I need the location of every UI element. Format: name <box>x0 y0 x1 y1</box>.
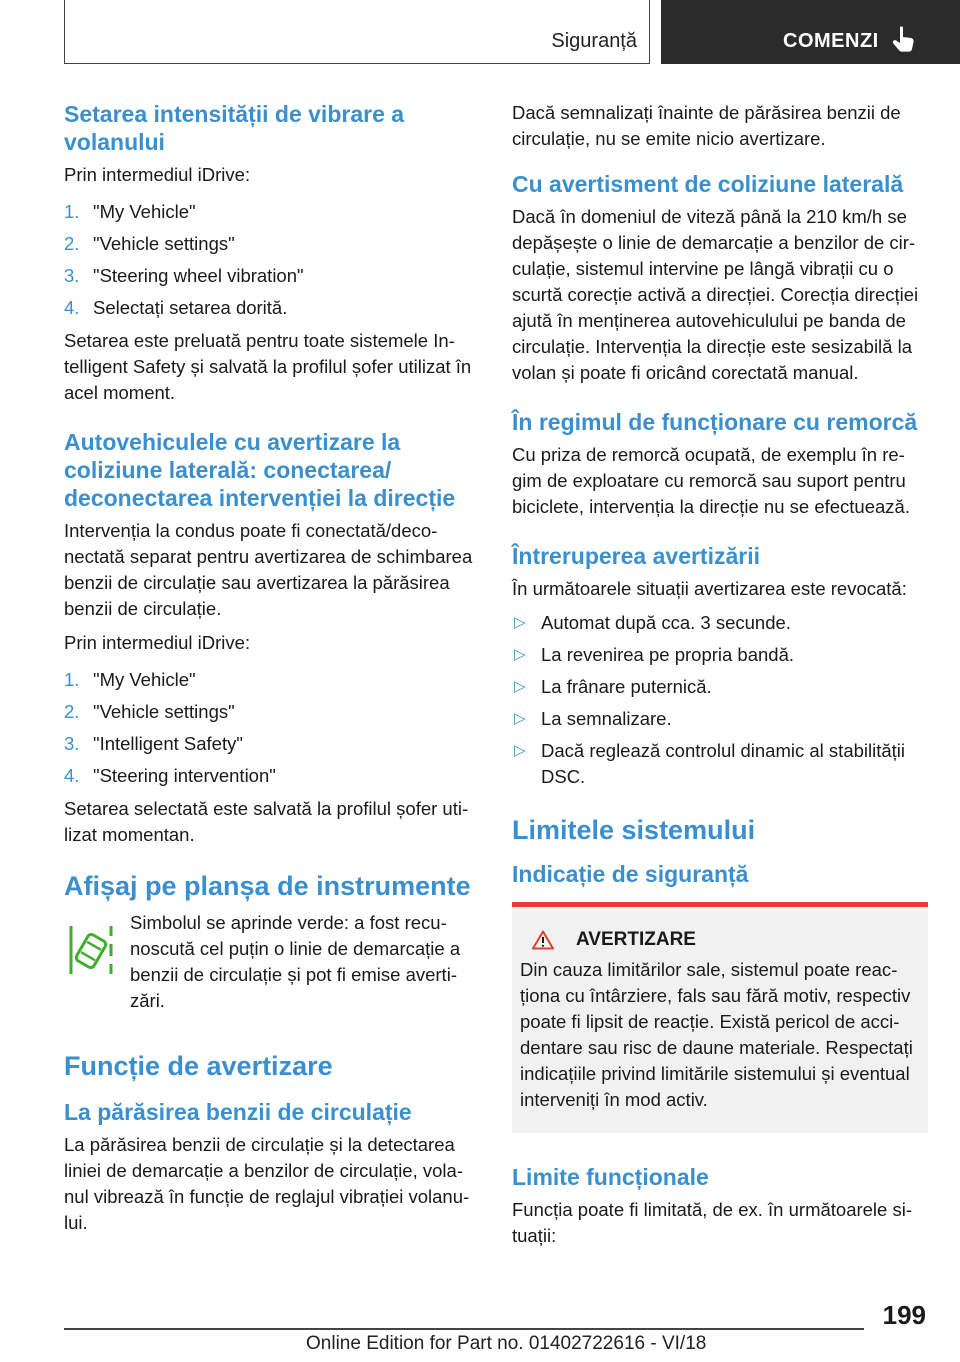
warning-text: Din cauza limitărilor sale, sistemul poate reacționa cu întârziere, fals sau fără motiv, respectiv poate fi lipsit de reacție. Există pericol de accidentare sau risc de daune materiale. Respectați indicațiile privind limitările sistemului și eventual interveniți în mod activ. <box>520 959 913 1110</box>
symbol-description <box>64 910 480 1014</box>
triangle-bullet-icon: ▷ <box>514 646 526 663</box>
text-signal: Dacă semnalizați înainte de părăsirea benzii de circulație, nu se emite nicio avertizare. <box>512 102 901 149</box>
heading-functional-limits: Limite funcționale <box>512 1164 709 1190</box>
list-item: ▷ La semnalizare. <box>512 706 928 732</box>
text-setting-saved: Setarea este preluată pentru toate sistemele Intelligent Safety și salvată la profilul șofer utilizat în acel moment. <box>64 330 472 403</box>
heading-instrument-display: Afișaj pe planșa de instrumente <box>64 871 471 901</box>
text-side-warning: Dacă în domeniul de viteză până la 210 km/h se depășește o linie de demarcație a benzilor de circulație, sistemul intervine pe lângă vibrații cu o scurtă corecție activă a direcției. Corecția direcției ajută în menținerea autovehiculului pe banda de circulație. Intervenția la direcție este sesizabilă la volan și poate fi oricând corectată manual. <box>512 206 919 383</box>
heading-interrupt-warning: Întreruperea avertizării <box>512 543 761 569</box>
warning-box <box>512 902 928 1133</box>
section-tab[interactable] <box>64 0 650 64</box>
list-item: ▷ Dacă reglează controlul dinamic al stabilității DSC. <box>514 740 906 787</box>
list-item: ▷ La frânare puternică. <box>512 674 928 700</box>
warning-triangle-icon <box>532 930 554 950</box>
interrupt-conditions-list <box>512 610 928 790</box>
triangle-bullet-icon: ▷ <box>514 614 526 631</box>
heading-leaving-lane: La părăsirea benzii de circulație <box>64 1099 412 1125</box>
text-symbol: Simbolul se aprinde verde: a fost recunoscută cel puțin o linie de demarcație a benzii de circulație și pot fi emise avertizări. <box>130 912 461 1011</box>
triangle-bullet-icon: ▷ <box>514 742 526 759</box>
text-selection-saved: Setarea selectată este salvată la profilul șofer utilizat momentan. <box>64 798 469 845</box>
lane-keeping-symbol-icon <box>68 924 114 976</box>
text-idrive-1: Prin intermediul iDrive: <box>64 164 251 185</box>
right-column <box>512 100 928 1257</box>
heading-warning-function: Funcție de avertizare <box>64 1051 333 1081</box>
heading-vibration-intensity: Setarea intensității de vibrare a volanului <box>64 101 405 155</box>
hand-pointer-icon <box>889 24 919 54</box>
page-number: 199 <box>882 1300 926 1330</box>
text-functional-limits: Funcția poate fi limitată, de ex. în următoarele situații: <box>512 1199 913 1246</box>
list-item: 3. "Steering wheel vibration" <box>64 265 304 286</box>
triangle-bullet-icon: ▷ <box>514 678 526 695</box>
text-idrive-2: Prin intermediul iDrive: <box>64 632 251 653</box>
list-item: ▷ Automat după cca. 3 secunde. <box>512 610 928 636</box>
list-item: 3. "Intelligent Safety" <box>64 733 243 754</box>
heading-system-limits: Limitele sistemului <box>512 815 756 845</box>
list-item: 4. "Steering intervention" <box>64 765 276 786</box>
text-intervention: Intervenția la condus poate fi conectată/deconectată separat pentru avertizarea de schimbarea benzii de circulație sau avertizarea la părăsirea benzii de circulație. <box>64 520 473 619</box>
list-item: 1. "My Vehicle" <box>64 201 196 222</box>
footer-divider <box>64 1328 864 1330</box>
warning-title: AVERTIZARE <box>520 929 920 951</box>
footer-edition: Online Edition for Part no. 01402722616 - VI/18 <box>306 1333 707 1354</box>
list-item: 2. "Vehicle settings" <box>64 701 235 722</box>
steps-list-vibration <box>64 196 480 324</box>
heading-safety-note: Indicație de siguranță <box>512 861 749 887</box>
section-tab-label: Siguranță <box>551 30 637 52</box>
left-column <box>64 100 480 1244</box>
heading-trailer-mode: În regimul de funcționare cu remorcă <box>512 409 918 435</box>
triangle-bullet-icon: ▷ <box>514 710 526 727</box>
page-header <box>64 0 960 64</box>
text-interrupt-warning: În următoarele situații avertizarea este revocată: <box>512 578 907 599</box>
heading-side-collision: Autovehiculele cu avertizare la coliziune laterală: conectarea/ deconectarea intervenției la direcție <box>64 429 456 511</box>
list-item: 2. "Vehicle settings" <box>64 233 235 254</box>
list-item: 4. Selectați setarea dorită. <box>64 297 288 318</box>
text-leaving-lane: La părăsirea benzii de circulație și la detectarea liniei de demarcație a benzilor de circulație, volanul vibrează în funcție de reglajul vibrației volanului. <box>64 1134 470 1233</box>
heading-side-warning: Cu avertisment de coliziune laterală <box>512 171 904 197</box>
list-item: 1. "My Vehicle" <box>64 669 196 690</box>
list-item: ▷ La revenirea pe propria bandă. <box>512 642 928 668</box>
active-tab[interactable] <box>661 0 960 64</box>
active-tab-label: COMENZI <box>783 30 879 52</box>
steps-list-intervention <box>64 664 480 792</box>
text-trailer-mode: Cu priza de remorcă ocupată, de exemplu în regim de exploatare cu remorcă sau suport pentru biciclete, intervenția la direcție nu se efectuează. <box>512 444 910 517</box>
